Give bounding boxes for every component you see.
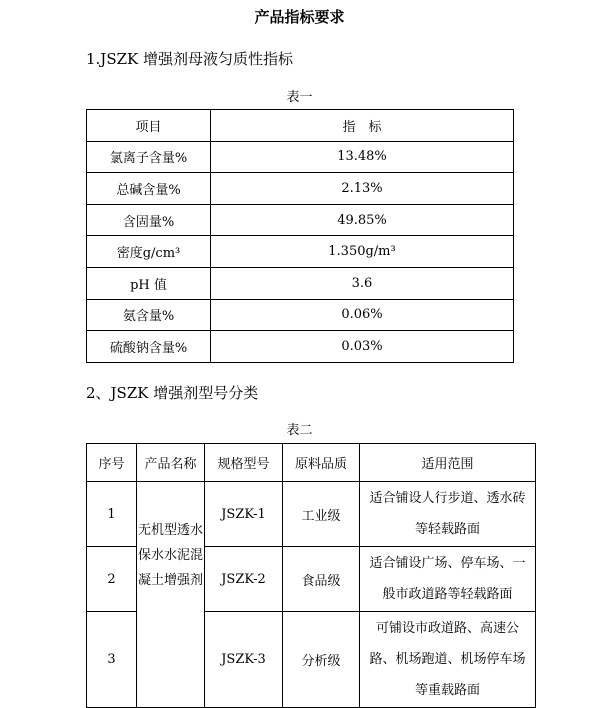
column-header-indicator: 指 标 xyxy=(211,110,514,142)
column-header-product-name: 产品名称 xyxy=(137,444,205,482)
section-heading-1: 1.JSZK 增强剂母液匀质性指标 xyxy=(86,50,293,68)
table-row xyxy=(87,204,514,236)
item-cell: 硫酸钠含量% xyxy=(87,331,211,363)
value-cell: 2.13% xyxy=(211,173,514,205)
no-cell: 1 xyxy=(87,482,137,547)
table-row xyxy=(87,267,514,299)
table-model-classification xyxy=(86,443,536,708)
grade-cell: 分析级 xyxy=(283,612,360,708)
column-header-grade: 原料品质 xyxy=(283,444,360,482)
table-row xyxy=(87,173,514,205)
table-row xyxy=(87,331,514,363)
column-header-model: 规格型号 xyxy=(205,444,283,482)
model-cell: JSZK-3 xyxy=(205,612,283,708)
table-row xyxy=(87,299,514,331)
no-cell: 2 xyxy=(87,547,137,612)
model-cell: JSZK-1 xyxy=(205,482,283,547)
no-cell: 3 xyxy=(87,612,137,708)
grade-cell: 食品级 xyxy=(283,547,360,612)
table-header-row xyxy=(87,110,514,142)
product-name-cell: 无机型透水保水水泥混凝土增强剂 xyxy=(137,482,205,708)
grade-cell: 工业级 xyxy=(283,482,360,547)
scope-cell: 可铺设市政道路、高速公路、机场跑道、机场停车场等重载路面 xyxy=(360,612,536,708)
column-header-no: 序号 xyxy=(87,444,137,482)
item-cell: 含固量% xyxy=(87,204,211,236)
value-cell: 1.350g/m³ xyxy=(211,236,514,268)
item-cell: 氯离子含量% xyxy=(87,141,211,173)
item-cell: 氨含量% xyxy=(87,299,211,331)
table-caption-1: 表一 xyxy=(286,90,313,105)
value-cell: 13.48% xyxy=(211,141,514,173)
value-cell: 49.85% xyxy=(211,204,514,236)
column-header-scope: 适用范围 xyxy=(360,444,536,482)
item-cell: 密度g/cm³ xyxy=(87,236,211,268)
table-caption-2: 表二 xyxy=(286,423,313,438)
section-heading-2: 2、JSZK 增强剂型号分类 xyxy=(86,384,259,402)
scope-cell: 适合铺设人行步道、透水砖等轻载路面 xyxy=(360,482,536,547)
value-cell: 3.6 xyxy=(211,267,514,299)
value-cell: 0.03% xyxy=(211,331,514,363)
column-header-item: 项目 xyxy=(87,110,211,142)
item-cell: 总碱含量% xyxy=(87,173,211,205)
item-cell: pH 值 xyxy=(87,267,211,299)
document-title: 产品指标要求 xyxy=(254,8,345,26)
table-row xyxy=(87,141,514,173)
table-row xyxy=(87,482,536,547)
table-row xyxy=(87,236,514,268)
value-cell: 0.06% xyxy=(211,299,514,331)
model-cell: JSZK-2 xyxy=(205,547,283,612)
scope-cell: 适合铺设广场、停车场、一般市政道路等轻载路面 xyxy=(360,547,536,612)
table-uniformity-indicators xyxy=(86,109,514,363)
table-header-row xyxy=(87,444,536,482)
